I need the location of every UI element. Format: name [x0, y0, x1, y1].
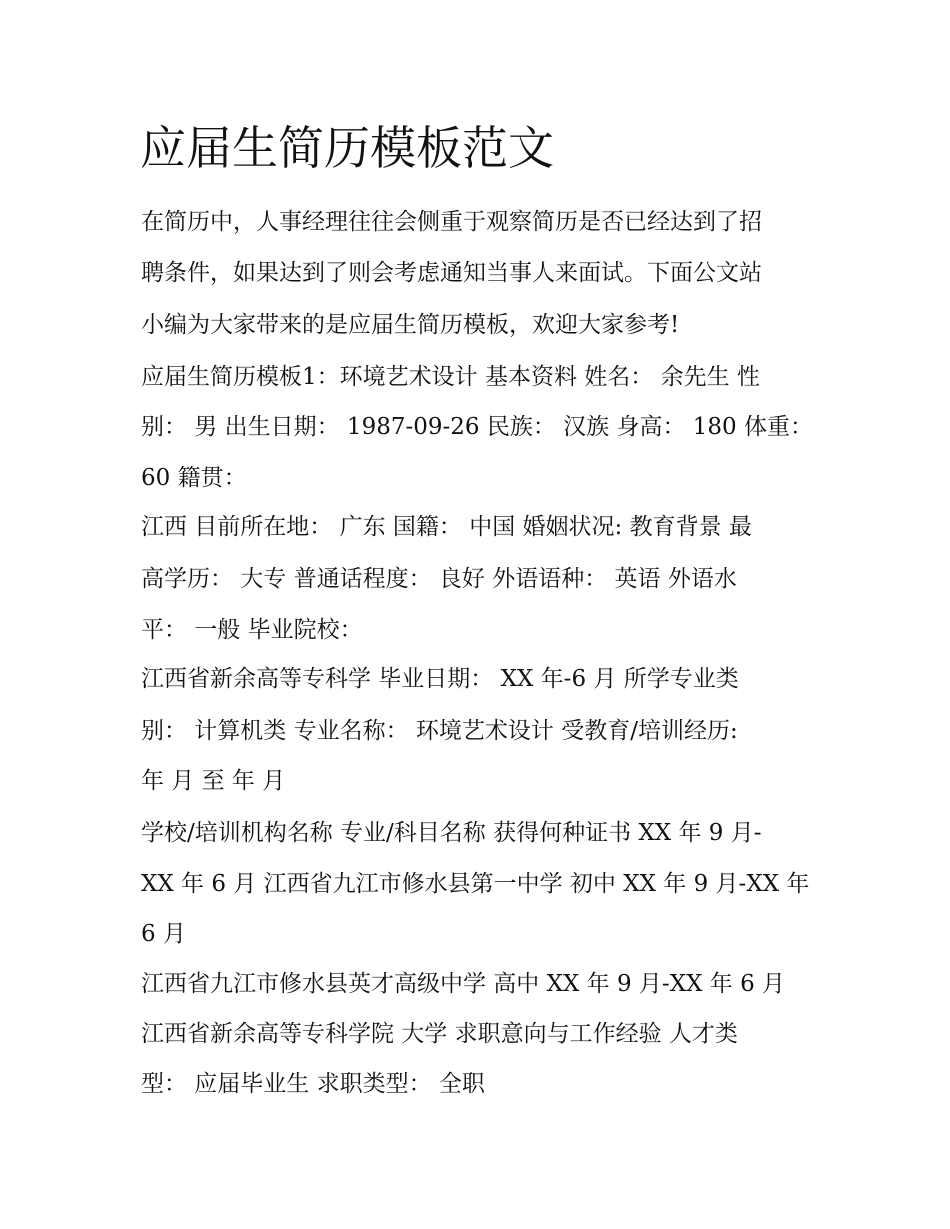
body-text-line: 江西 目前所在地： 广东 国籍： 中国 婚姻状况: 教育背景 最: [141, 514, 752, 540]
document-title: 应届生简历模板范文: [140, 121, 554, 175]
body-text-line: XX 年 6 月 江西省九江市修水县第一中学 初中 XX 年 9 月-XX 年: [141, 871, 810, 897]
body-text-line: 60 籍贯：: [141, 465, 247, 491]
body-text-line: 小编为大家带来的是应届生简历模板，欢迎大家参考!: [141, 312, 680, 338]
body-text-line: 别： 男 出生日期： 1987-09-26 民族： 汉族 身高： 180 体重：: [141, 414, 813, 440]
body-text-line: 江西省新余高等专科学院 大学 求职意向与工作经验 人才类: [141, 1021, 738, 1047]
body-text-line: 高学历： 大专 普通话程度： 良好 外语语种： 英语 外语水: [141, 566, 737, 592]
body-text-line: 年 月 至 年 月: [141, 768, 286, 794]
body-text-line: 江西省九江市修水县英才高级中学 高中 XX 年 9 月-XX 年 6 月: [141, 971, 786, 997]
body-text-line: 在简历中，人事经理往往会侧重于观察简历是否已经达到了招: [141, 209, 762, 235]
body-text-line: 应届生简历模板1：环境艺术设计 基本资料 姓名： 余先生 性: [141, 364, 760, 390]
body-text-line: 别： 计算机类 专业名称： 环境艺术设计 受教育/培训经历:: [141, 718, 738, 744]
body-text-line: 聘条件，如果达到了则会考虑通知当事人来面试。下面公文站: [141, 260, 762, 286]
body-text-line: 江西省新余高等专科学 毕业日期： XX 年-6 月 所学专业类: [141, 666, 739, 692]
body-text-line: 6 月: [141, 921, 186, 947]
body-text-line: 平： 一般 毕业院校：: [141, 617, 363, 643]
body-text-line: 学校/培训机构名称 专业/科目名称 获得何种证书 XX 年 9 月-: [141, 820, 762, 846]
body-text-line: 型： 应届毕业生 求职类型： 全职: [141, 1071, 485, 1097]
